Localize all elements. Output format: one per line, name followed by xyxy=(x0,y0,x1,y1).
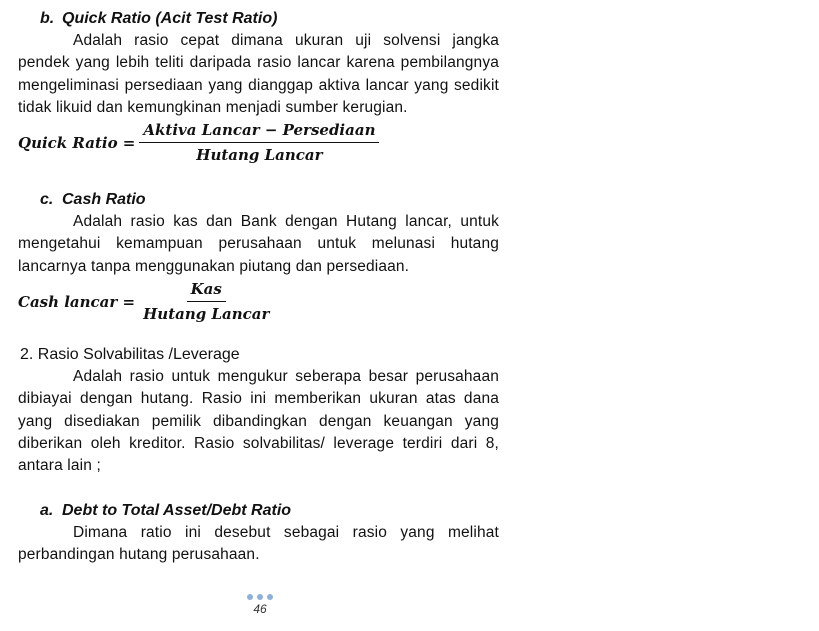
quick-ratio-formula xyxy=(18,120,499,165)
cash-ratio-paragraph: Adalah rasio kas dan Bank dengan Hutang lancar, untuk mengetahui kemampuan perusahaan untuk melunasi hutang lancarnya tanpa menggunakan piutang dan persediaan. xyxy=(18,213,499,275)
section-title: Quick Ratio (Acit Test Ratio) xyxy=(62,10,278,27)
formula-denominator: Hutang Lancar xyxy=(143,305,270,324)
debt-ratio-paragraph: Dimana ratio ini desebut sebagai rasio yang melihat perbandingan hutang perusahaan. xyxy=(18,523,499,563)
formula-numerator: Aktiva Lancar − Persediaan xyxy=(139,120,379,143)
page-number: 46 xyxy=(253,602,267,616)
formula-numerator: Kas xyxy=(187,279,226,302)
solvability-paragraph: Adalah rasio untuk mengukur seberapa besar perusahaan dibiayai dengan hutang. Rasio ini memberikan ukuran atas dana yang disediakan pemilik dibandingkan dengan keuangan yang diberikan oleh kreditor. Rasio solvabilitas/ leverage terdiri dari 8, antara lain ; xyxy=(18,368,499,475)
formula-fraction xyxy=(139,279,273,324)
dot-icon xyxy=(247,594,253,600)
section-marker: a. xyxy=(40,501,54,519)
formula-lhs: Quick Ratio = xyxy=(18,133,136,152)
section-heading-debt-ratio xyxy=(40,500,499,522)
page-footer xyxy=(240,594,280,616)
cash-ratio-formula xyxy=(18,279,499,324)
document-page xyxy=(18,8,499,566)
section-heading-solvability: 2. Rasio Solvabilitas /Leverage xyxy=(20,346,240,364)
dot-icon xyxy=(257,594,263,600)
section-marker: b. xyxy=(40,10,55,27)
quick-ratio-paragraph: Adalah rasio cepat dimana ukuran uji solvensi jangka pendek yang lebih teliti daripada rasio lancar karena pembilangnya mengeliminasi persediaan yang dianggap aktiva lancar yang sedikit tidak likuid dan kemungkinan menjadi sumber kerugian. xyxy=(18,32,499,116)
section-heading-quick-ratio xyxy=(40,8,499,30)
footer-dots-ornament xyxy=(240,594,280,601)
section-heading-cash-ratio xyxy=(40,189,499,211)
formula-denominator: Hutang Lancar xyxy=(196,146,323,165)
dot-icon xyxy=(267,594,273,600)
section-marker: c. xyxy=(40,191,54,209)
formula-lhs: Cash lancar = xyxy=(18,292,136,311)
section-title: Cash Ratio xyxy=(62,191,146,209)
section-title: Debt to Total Asset/Debt Ratio xyxy=(62,501,292,519)
formula-fraction xyxy=(139,120,379,165)
